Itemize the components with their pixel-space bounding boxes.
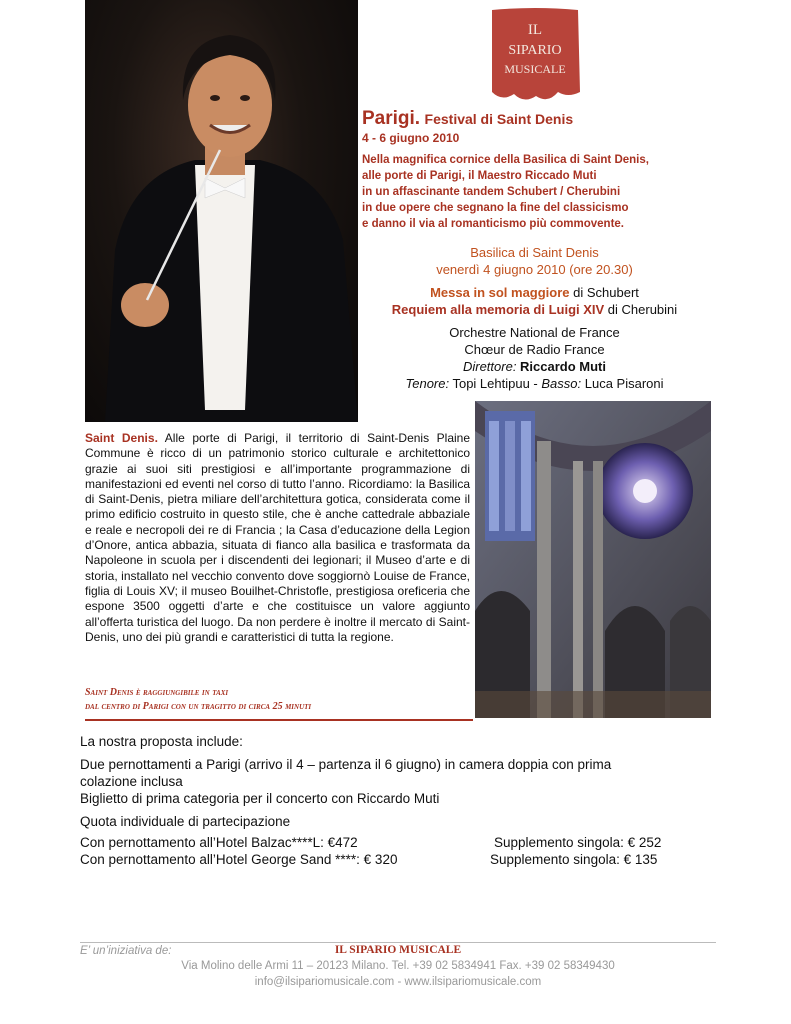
tenor-label: Tenore:	[405, 376, 450, 391]
quota-heading: Quota individuale di partecipazione	[80, 814, 291, 829]
sipario-musicale-logo	[488, 6, 582, 106]
intro-line: alle porte di Parigi, il Maestro Riccado Muti	[362, 170, 597, 182]
soloists	[362, 375, 707, 392]
work2-title: Requiem alla memoria di Luigi XIV	[391, 302, 605, 317]
conductor-photo	[85, 0, 358, 422]
tenor-name: Topi Lehtipuu -	[449, 376, 542, 391]
intro-line: in un affascinante tandem Schubert / Cherubini	[362, 186, 621, 198]
description-lead: Saint Denis.	[85, 431, 158, 445]
offer-item-2: Biglietto di prima categoria per il concerto con Riccardo Muti	[80, 791, 440, 806]
page-title	[362, 108, 573, 130]
taxi-line-1: Saint Denis è raggiungibile in taxi	[85, 687, 229, 698]
orchestra: Orchestre National de France	[449, 325, 620, 340]
hotel-row-balzac	[80, 834, 700, 851]
work2-composer: di Cherubini	[604, 302, 678, 317]
intro-line: in due opere che segnano la fine del classicismo	[362, 202, 629, 214]
intro-line: e danno il via al romanticismo più commovente.	[362, 218, 625, 230]
offer-heading: La nostra proposta include:	[80, 734, 243, 749]
bass-label: Basso:	[541, 376, 582, 391]
hotel-george-sand-supplement: Supplemento singola: € 135	[490, 852, 658, 867]
hotel-row-george-sand	[80, 851, 700, 868]
intro-line: Nella magnifica cornice della Basilica di Saint Denis,	[362, 154, 649, 166]
concert-work-1	[362, 284, 707, 301]
intro-text	[362, 152, 692, 232]
director-label: Direttore:	[462, 359, 521, 374]
concert-venue: Basilica di Saint Denis	[470, 245, 599, 260]
footer-company-name: IL SIPARIO MUSICALE	[334, 944, 462, 956]
basilica-interior-photo	[475, 401, 711, 718]
choir: Chœur de Radio France	[464, 342, 605, 357]
hotel-balzac-supplement: Supplemento singola: € 252	[494, 835, 662, 850]
offer-item-1: Due pernottamenti a Parigi (arrivo il 4 – partenza il 6 giugno) in camera doppia con prima	[80, 757, 612, 772]
work1-title: Messa in sol maggiore	[430, 285, 570, 300]
saint-denis-description	[85, 431, 470, 645]
director-name: Riccardo Muti	[520, 359, 607, 374]
director	[362, 358, 707, 375]
footer-divider	[80, 942, 716, 943]
hotel-balzac-price: Con pernottamento all’Hotel Balzac****L: €472	[80, 835, 358, 850]
taxi-line-2: dal centro di Parigi con un tragitto di circa 25 minuti	[85, 701, 312, 712]
offer-item-1-cont: colazione inclusa	[80, 774, 183, 789]
bass-name: Luca Pisaroni	[581, 376, 664, 391]
footer-address: Via Molino delle Armi 11 – 20123 Milano. Tel. +39 02 5834941 Fax. +39 02 58349430	[181, 960, 615, 972]
title-sub: Festival di Saint Denis	[424, 111, 574, 127]
work1-composer: di Schubert	[569, 285, 639, 300]
divider	[85, 719, 473, 721]
hotel-george-sand-price: Con pernottamento all’Hotel George Sand ****: € 320	[80, 852, 398, 867]
footer-initiative-label: E’ un’iniziativa de:	[80, 945, 172, 957]
taxi-note	[85, 686, 470, 714]
description-text: Alle porte di Parigi, il territorio di Saint-Denis Plaine Commune è ricco di un patrimonio storico culturale e architettonico grazie ai suoi siti prestigiosi e all’importante programmazione di manifestazioni ed eventi nel corso di tutto l’anno. Ricordiamo: la Basilica di Saint-Denis, pietra miliare dell’architettura gotica, considerata come il primo edificio costruito in questo stile, che è anche cattedrale abbaziale e reale e necropoli dei re di Francia ; la Casa d’educazione della Legion d’Onore, antica abbazia, situata di fianco alla basilica e trasformata da Napoleone in scuola per i discendenti dei legionari; il Museo d’arte e di storia, installato nel vecchio convento dove soggiornò Louise de France, figlia di Louis XV; il museo Bouilhet-Christofle, prestigiosa oreficeria che espone 3500 oggetti d’arte e che costituisce un valore aggiunto all’offerta turistica del luogo. Da non perdere è inoltre il mercato di Saint-Denis, uno dei più grandi e caratteristici di tutta la regione.	[85, 431, 470, 644]
concert-work-2	[362, 301, 707, 318]
svg-text:IL: IL	[527, 22, 543, 38]
concert-datetime: venerdì 4 giugno 2010 (ore 20.30)	[436, 262, 633, 277]
offer-section	[80, 733, 700, 868]
footer-contact-links: info@ilsipariomusicale.com - www.ilsipariomusicale.com	[254, 976, 542, 988]
title-main: Parigi.	[362, 108, 421, 129]
concert-details	[362, 244, 707, 392]
festival-dates: 4 - 6 giugno 2010	[362, 131, 460, 145]
svg-text:SIPARIO: SIPARIO	[508, 43, 562, 58]
svg-text:MUSICALE: MUSICALE	[504, 62, 566, 76]
